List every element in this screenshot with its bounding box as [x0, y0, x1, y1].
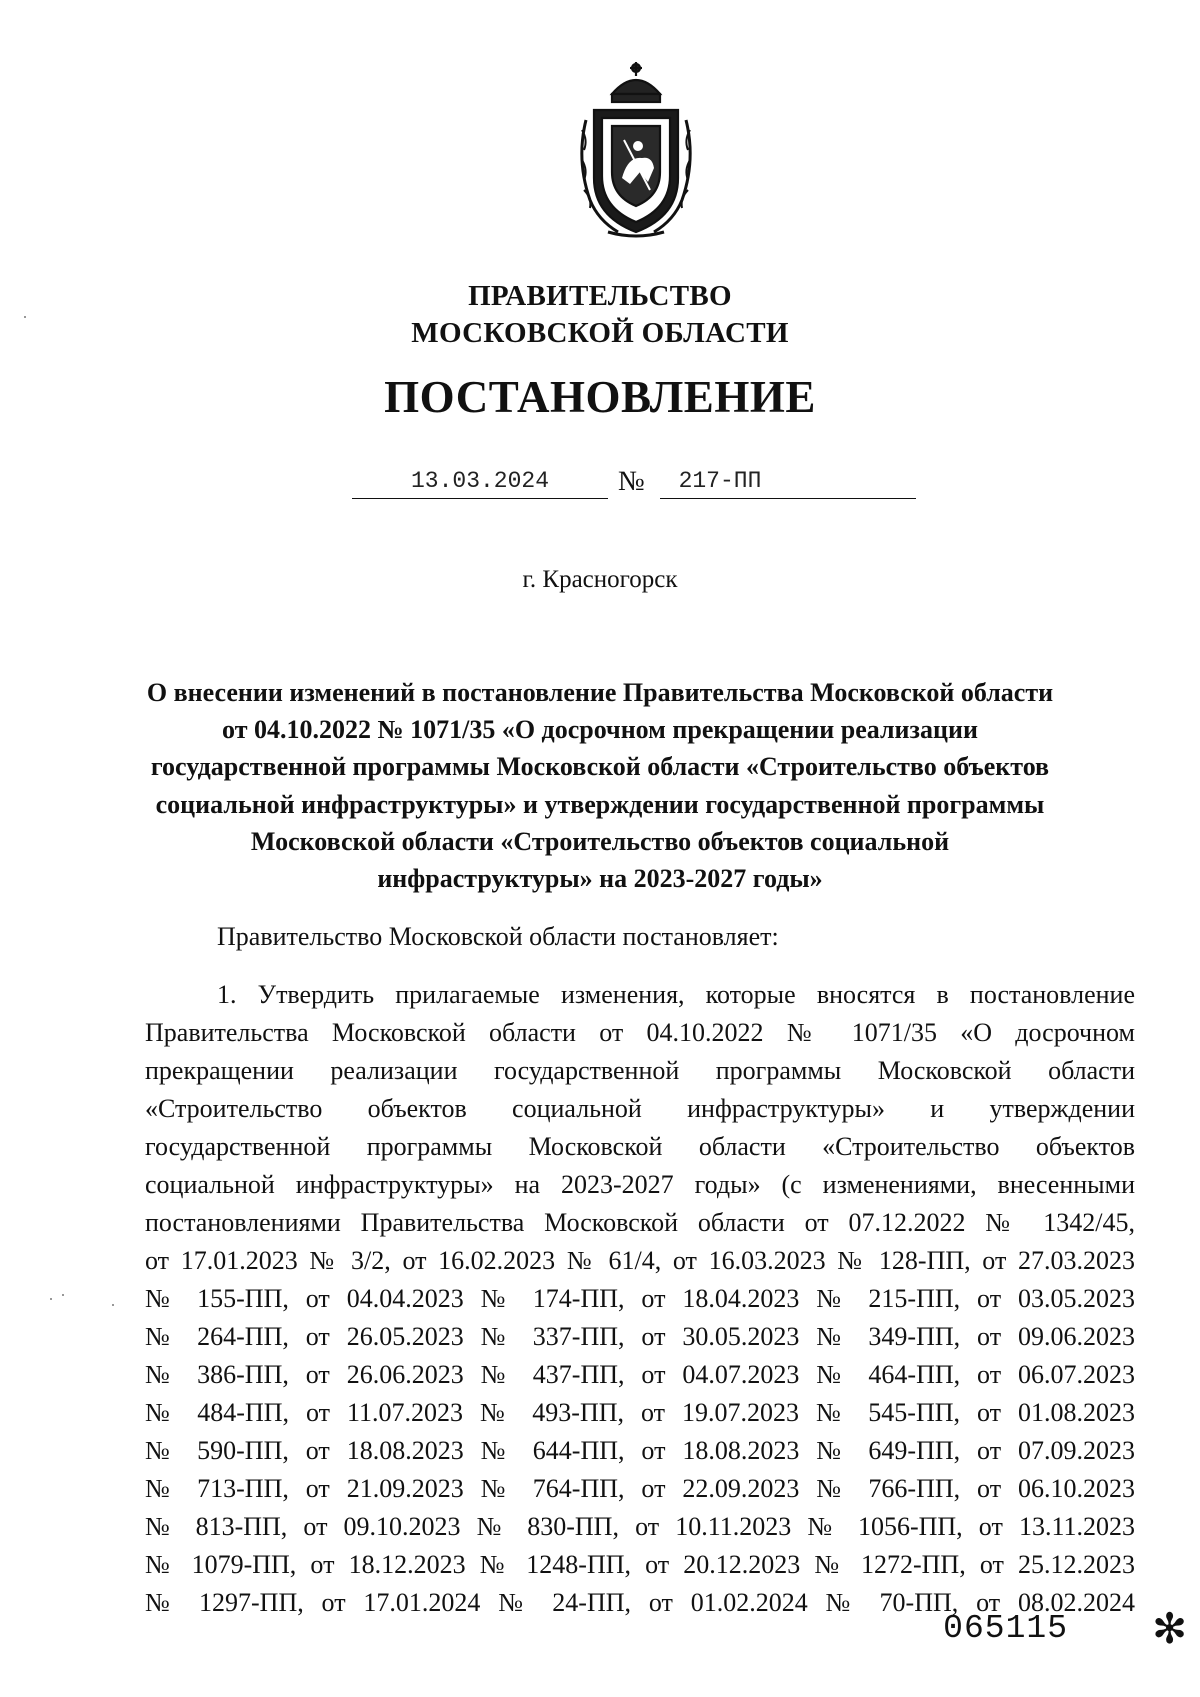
government-line-1: ПРАВИТЕЛЬСТВО: [468, 280, 732, 312]
body-line: № 813-ПП, от 09.10.2023 № 830-ПП, от 10.11.2023 № 1056-ПП, от 13.11.2023: [145, 1512, 1135, 1541]
scan-speck: [62, 1294, 64, 1296]
decree-date: 13.03.2024: [410, 468, 550, 494]
body-line: № 264-ПП, от 26.05.2023 № 337-ПП, от 30.05.2023 № 349-ПП, от 09.06.2023: [145, 1322, 1135, 1351]
scan-speck: [50, 1298, 52, 1300]
body-line: № 1079-ПП, от 18.12.2023 № 1248-ПП, от 20.12.2023 № 1272-ПП, от 25.12.2023: [145, 1550, 1135, 1579]
document-type-heading: ПОСТАНОВЛЕНИЕ: [384, 372, 816, 422]
number-underline: [660, 498, 916, 499]
body-line: «Строительство объектов социальной инфраструктуры» и утверждении: [145, 1094, 1135, 1123]
body-line: № 155-ПП, от 04.04.2023 № 174-ПП, от 18.04.2023 № 215-ПП, от 03.05.2023: [145, 1284, 1135, 1313]
city-line: г. Красногорск: [522, 566, 678, 593]
number-sign: №: [618, 466, 645, 497]
title-line: О внесении изменений в постановление Правительства Московской области: [146, 678, 1054, 707]
government-line-2: МОСКОВСКОЙ ОБЛАСТИ: [411, 317, 789, 349]
decree-title: [120, 674, 1080, 897]
body-line: № 386-ПП, от 26.06.2023 № 437-ПП, от 04.07.2023 № 464-ПП, от 06.07.2023: [145, 1360, 1135, 1389]
date-underline: [352, 498, 608, 499]
title-line: социальной инфраструктуры» и утверждении государственной программы: [155, 789, 1045, 819]
decree-number: 217-ПП: [678, 468, 762, 494]
title-line: инфраструктуры» на 2023-2027 годы»: [377, 864, 823, 894]
title-line: государственной программы Московской области «Строительство объектов: [150, 752, 1050, 782]
body-line: № 1297-ПП, от 17.01.2024 № 24-ПП, от 01.02.2024 № 70-ПП, от 08.02.2024: [145, 1588, 1135, 1617]
body-line: № 590-ПП, от 18.08.2023 № 644-ПП, от 18.08.2023 № 649-ПП, от 07.09.2023: [145, 1436, 1135, 1465]
body-line: государственной программы Московской области «Строительство объектов: [145, 1132, 1135, 1161]
government-name: [0, 278, 1200, 352]
body-line: социальной инфраструктуры» на 2023-2027 годы» (с изменениями, внесенными: [145, 1170, 1135, 1199]
body-line: постановлениями Правительства Московской области от 07.12.2022 № 1342/45,: [145, 1208, 1135, 1237]
serial-number: 065115: [943, 1610, 1068, 1647]
scan-speck: [24, 316, 26, 318]
body-line: № 713-ПП, от 21.09.2023 № 764-ПП, от 22.09.2023 № 766-ПП, от 06.10.2023: [145, 1474, 1135, 1503]
body-paragraph-1: [145, 976, 1135, 1622]
body-line: № 484-ПП, от 11.07.2023 № 493-ПП, от 19.07.2023 № 545-ПП, от 01.08.2023: [145, 1398, 1135, 1427]
body-line: Правительства Московской области от 04.10.2022 № 1071/35 «О досрочном: [145, 1018, 1135, 1047]
body-line: прекращении реализации государственной программы Московской области: [145, 1056, 1135, 1085]
coat-of-arms-emblem: [568, 60, 704, 240]
scan-speck: [112, 1304, 114, 1306]
intro-paragraph: Правительство Московской области постановляет:: [217, 922, 779, 951]
title-line: Московской области «Строительство объектов социальной: [250, 826, 950, 856]
asterisk-mark-icon: ✻: [1152, 1604, 1188, 1653]
body-line: 1. Утвердить прилагаемые изменения, которые вносятся в постановление: [217, 980, 1135, 1009]
body-line: от 17.01.2023 № 3/2, от 16.02.2023 № 61/4, от 16.03.2023 № 128-ПП, от 27.03.2023: [145, 1246, 1135, 1275]
title-line: от 04.10.2022 № 1071/35 «О досрочном прекращении реализации: [222, 715, 978, 745]
